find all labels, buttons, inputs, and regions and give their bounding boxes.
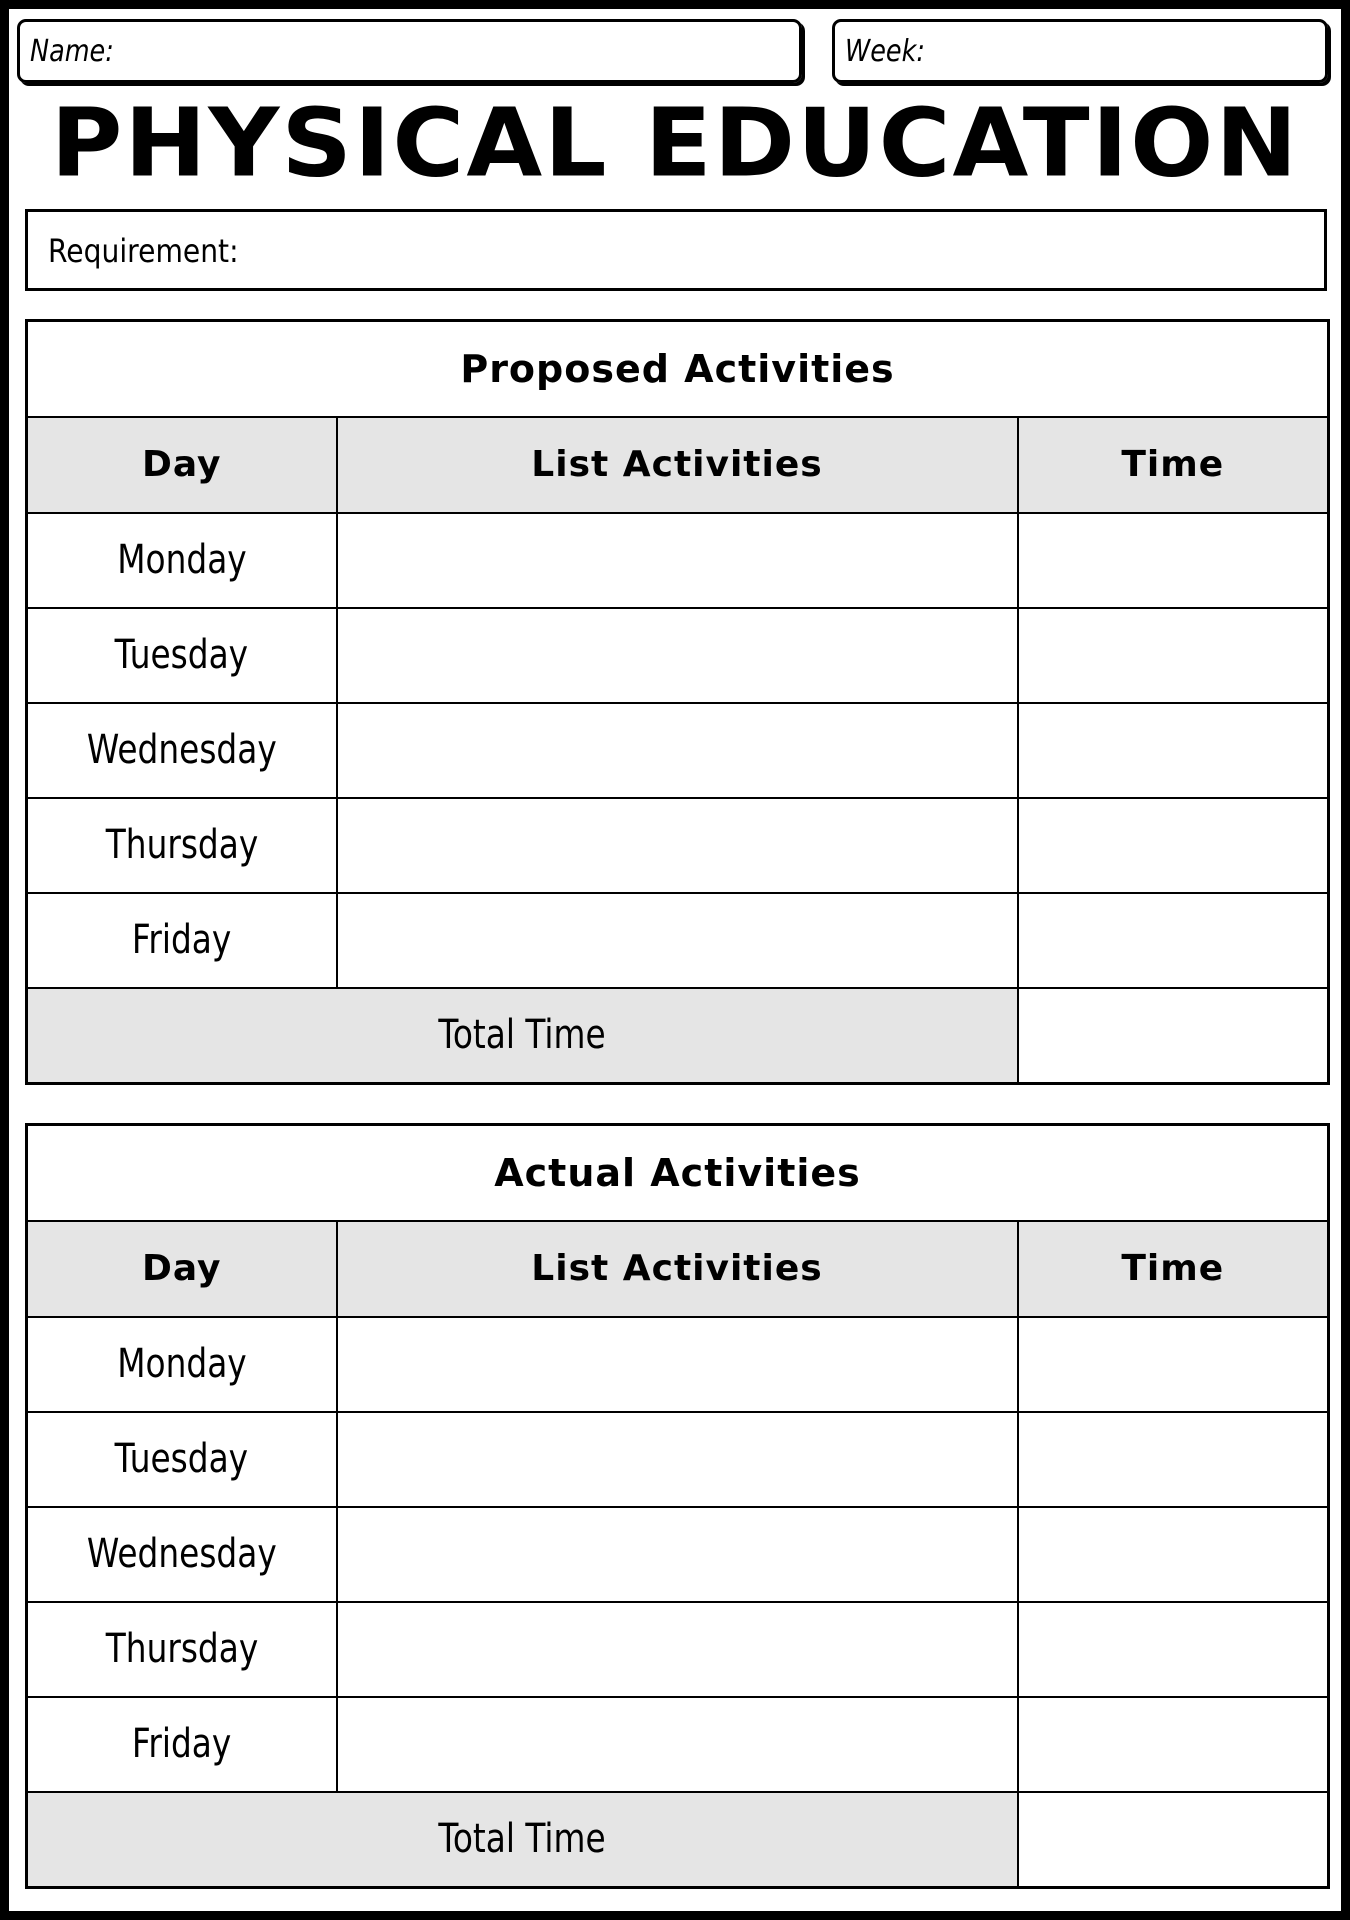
actual-activity-thursday-cell[interactable] [337,1602,1018,1697]
actual-activity-wednesday-cell[interactable] [337,1507,1018,1602]
proposed-col-day: Day [27,417,337,513]
proposed-activity-monday-cell[interactable] [337,513,1018,608]
table-row [27,1602,1329,1697]
proposed-day-thursday: Thursday [27,798,337,893]
actual-time-monday-cell[interactable] [1018,1317,1329,1412]
actual-day-monday: Monday [27,1317,337,1412]
proposed-time-thursday-cell[interactable] [1018,798,1329,893]
actual-time-wednesday-cell[interactable] [1018,1507,1329,1602]
proposed-activity-tuesday-cell[interactable] [337,608,1018,703]
page-title: PHYSICAL EDUCATION [50,89,1300,199]
proposed-time-wednesday-cell[interactable] [1018,703,1329,798]
requirement-field[interactable] [25,209,1327,291]
table-row [27,798,1329,893]
proposed-day-friday: Friday [27,893,337,988]
proposed-activity-thursday-cell[interactable] [337,798,1018,893]
actual-activity-friday-cell[interactable] [337,1697,1018,1792]
table-row [27,513,1329,608]
proposed-col-activities: List Activities [337,417,1018,513]
proposed-activity-friday-cell[interactable] [337,893,1018,988]
week-label: Week: [845,34,925,69]
actual-day-tuesday: Tuesday [27,1412,337,1507]
actual-time-tuesday-cell[interactable] [1018,1412,1329,1507]
proposed-time-friday-cell[interactable] [1018,893,1329,988]
proposed-total-time-label: Total Time [27,988,1018,1084]
table-row [27,1317,1329,1412]
table-row [27,1412,1329,1507]
actual-day-wednesday: Wednesday [27,1507,337,1602]
actual-col-activities: List Activities [337,1221,1018,1317]
worksheet-page [9,9,1341,1911]
actual-col-day: Day [27,1221,337,1317]
proposed-day-monday: Monday [27,513,337,608]
actual-col-time: Time [1018,1221,1329,1317]
name-label: Name: [30,34,114,69]
week-field[interactable] [832,19,1328,83]
actual-day-friday: Friday [27,1697,337,1792]
actual-activities-table [25,1123,1330,1889]
actual-table-title: Actual Activities [27,1125,1329,1221]
requirement-label: Requirement: [48,232,239,270]
proposed-activity-wednesday-cell[interactable] [337,703,1018,798]
actual-time-thursday-cell[interactable] [1018,1602,1329,1697]
name-field[interactable] [17,19,802,83]
proposed-col-time: Time [1018,417,1329,513]
proposed-activities-table [25,319,1330,1085]
table-row [27,893,1329,988]
actual-total-time-cell[interactable] [1018,1792,1329,1888]
proposed-table-title: Proposed Activities [27,321,1329,417]
proposed-time-monday-cell[interactable] [1018,513,1329,608]
actual-day-thursday: Thursday [27,1602,337,1697]
proposed-time-tuesday-cell[interactable] [1018,608,1329,703]
table-row [27,703,1329,798]
actual-activity-monday-cell[interactable] [337,1317,1018,1412]
table-row [27,608,1329,703]
actual-time-friday-cell[interactable] [1018,1697,1329,1792]
proposed-total-time-cell[interactable] [1018,988,1329,1084]
proposed-day-tuesday: Tuesday [27,608,337,703]
proposed-day-wednesday: Wednesday [27,703,337,798]
table-row [27,1507,1329,1602]
actual-total-time-label: Total Time [27,1792,1018,1888]
actual-activity-tuesday-cell[interactable] [337,1412,1018,1507]
table-row [27,1697,1329,1792]
